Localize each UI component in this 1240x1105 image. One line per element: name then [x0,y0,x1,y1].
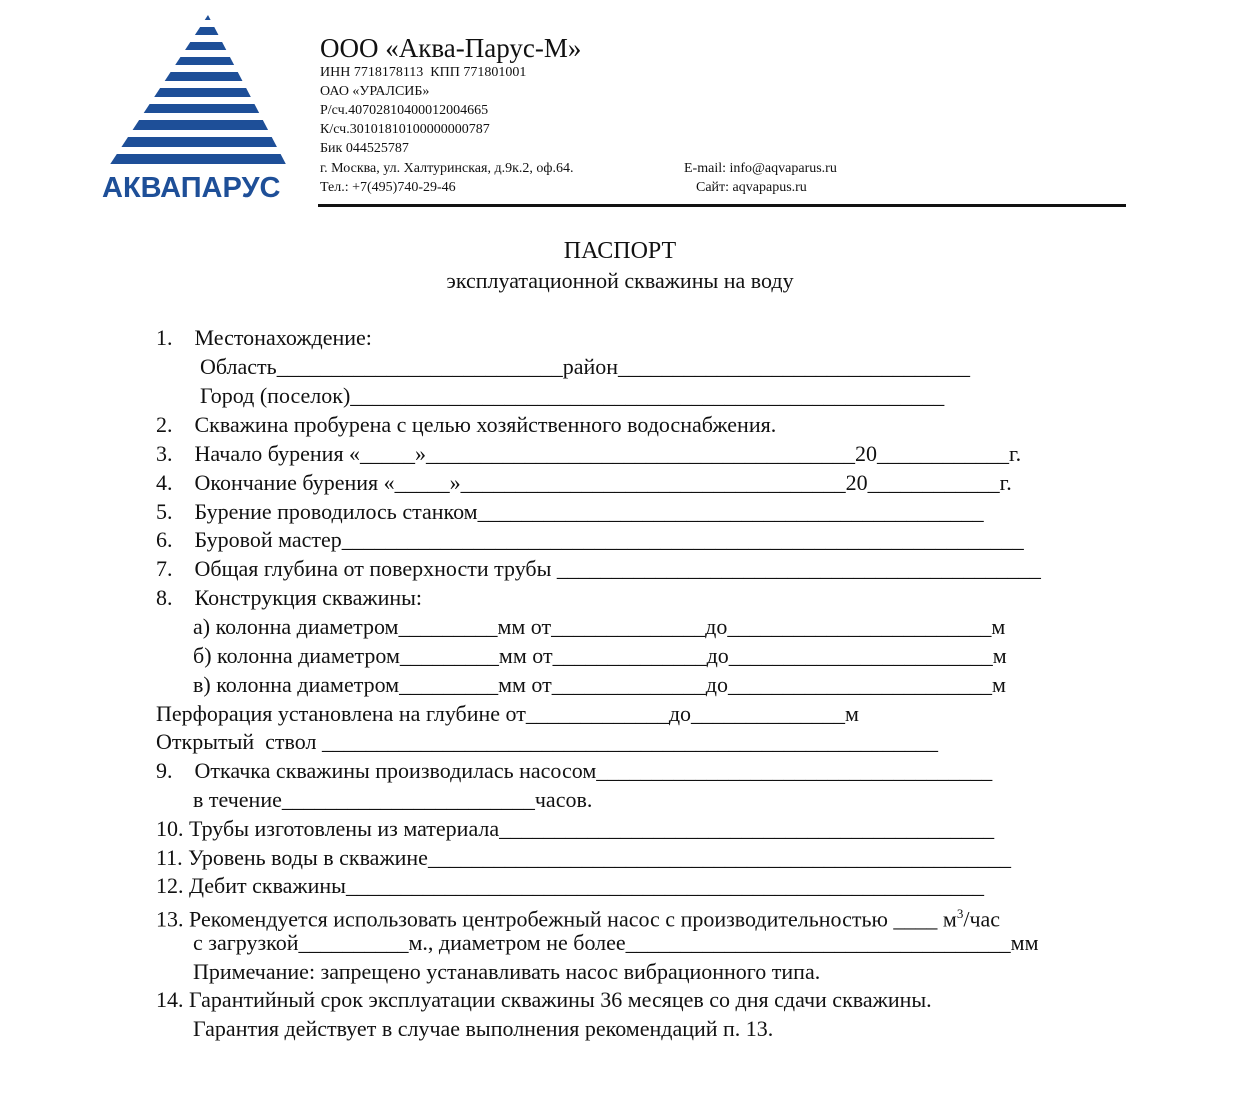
unit-superscript: 3 [956,906,964,921]
logo-text: АКВАПАРУС [102,172,281,204]
sail-stripe [100,72,305,81]
field-open-hole: Открытый ствол ________________________________________________________ [156,729,938,754]
inn-kpp: ИНН 7718178113 КПП 771801001 [320,65,527,80]
field-column-c: в) колонна диаметром_________мм от______________до________________________м [193,672,1006,697]
sail-stripe [100,27,305,35]
settlement-account: Р/сч.40702810400012004665 [320,103,489,118]
field-city: Город (поселок)______________________________________________________ [200,383,945,408]
item-drilling-end: 4. Окончание бурения «_____»___________________________________20____________г. [156,470,1012,495]
item-drilling-master: 6. Буровой мастер______________________________________________________________ [156,527,1024,552]
item-pump-recommendation [156,901,1000,932]
item-location: 1. Местонахождение: [156,325,372,350]
sail-stripe [100,12,305,20]
website: Сайт: aqvapapus.ru [696,180,807,195]
field-column-b: б) колонна диаметром_________мм от______________до________________________м [193,643,1007,668]
note-warranty-condition: Гарантия действует в случае выполнения рекомендаций п. 13. [193,1016,774,1041]
item-construction: 8. Конструкция скважины: [156,585,423,610]
field-perforation: Перфорация установлена на глубине от_____________до______________м [156,701,859,726]
sail-stripe [100,154,305,164]
bik: Бик 044525787 [320,141,409,156]
item-drilling-start: 3. Начало бурения «_____»_______________________________________20____________г. [156,441,1022,466]
unit-per-hour: /час [963,906,1001,932]
item-pipe-material: 10. Трубы изготовлены из материала_____________________________________________ [156,816,995,841]
item-drilling-rig: 5. Бурение проводилось станком______________________________________________ [156,499,984,524]
email: E-mail: info@aqvaparus.ru [684,161,837,176]
company-logo [100,12,305,207]
field-pump-load: с загрузкой__________м., диаметром не более___________________________________мм [193,930,1039,955]
sail-stripe [100,88,305,97]
field-pumping-hours: в течение_______________________часов. [193,787,593,812]
sail-stripe [100,57,305,65]
item-total-depth: 7. Общая глубина от поверхности трубы ____________________________________________ [156,556,1041,581]
sail-stripe [100,104,305,113]
sail-stripe [100,42,305,50]
header-divider [318,204,1126,207]
bank-name: ОАО «УРАЛСИБ» [320,84,430,99]
address: г. Москва, ул. Халтуринская, д.9к.2, оф.64. [320,161,574,176]
field-region-district: Область__________________________район________________________________ [200,354,970,379]
correspondent-account: К/сч.30101810100000000787 [320,122,490,137]
item-warranty: 14. Гарантийный срок эксплуатации скважины 36 месяцев со дня сдачи скважины. [156,987,932,1012]
sail-logo-icon [100,12,305,207]
item-well-yield: 12. Дебит скважины__________________________________________________________ [156,873,984,898]
pump-recommendation-text: 13. Рекомендуется использовать центробежный насос с производительностью ____ м [156,906,957,932]
field-column-a: а) колонна диаметром_________мм от______________до________________________м [193,614,1006,639]
company-name: ООО «Аква-Парус-М» [320,33,582,63]
document-title: ПАСПОРТ [563,238,677,264]
sail-stripe [100,120,305,130]
item-pumping: 9. Откачка скважины производилась насосом____________________________________ [156,758,993,783]
document-subtitle: эксплуатационной скважины на воду [446,268,794,293]
item-water-level: 11. Уровень воды в скважине_____________________________________________________ [156,845,1011,870]
note-vibration-pump: Примечание: запрещено устанавливать насос вибрационного типа. [193,959,821,984]
phone: Тел.: +7(495)740-29-46 [320,180,456,195]
sail-stripe [100,137,305,147]
item-purpose: 2. Скважина пробурена с целью хозяйственного водоснабжения. [156,412,777,437]
